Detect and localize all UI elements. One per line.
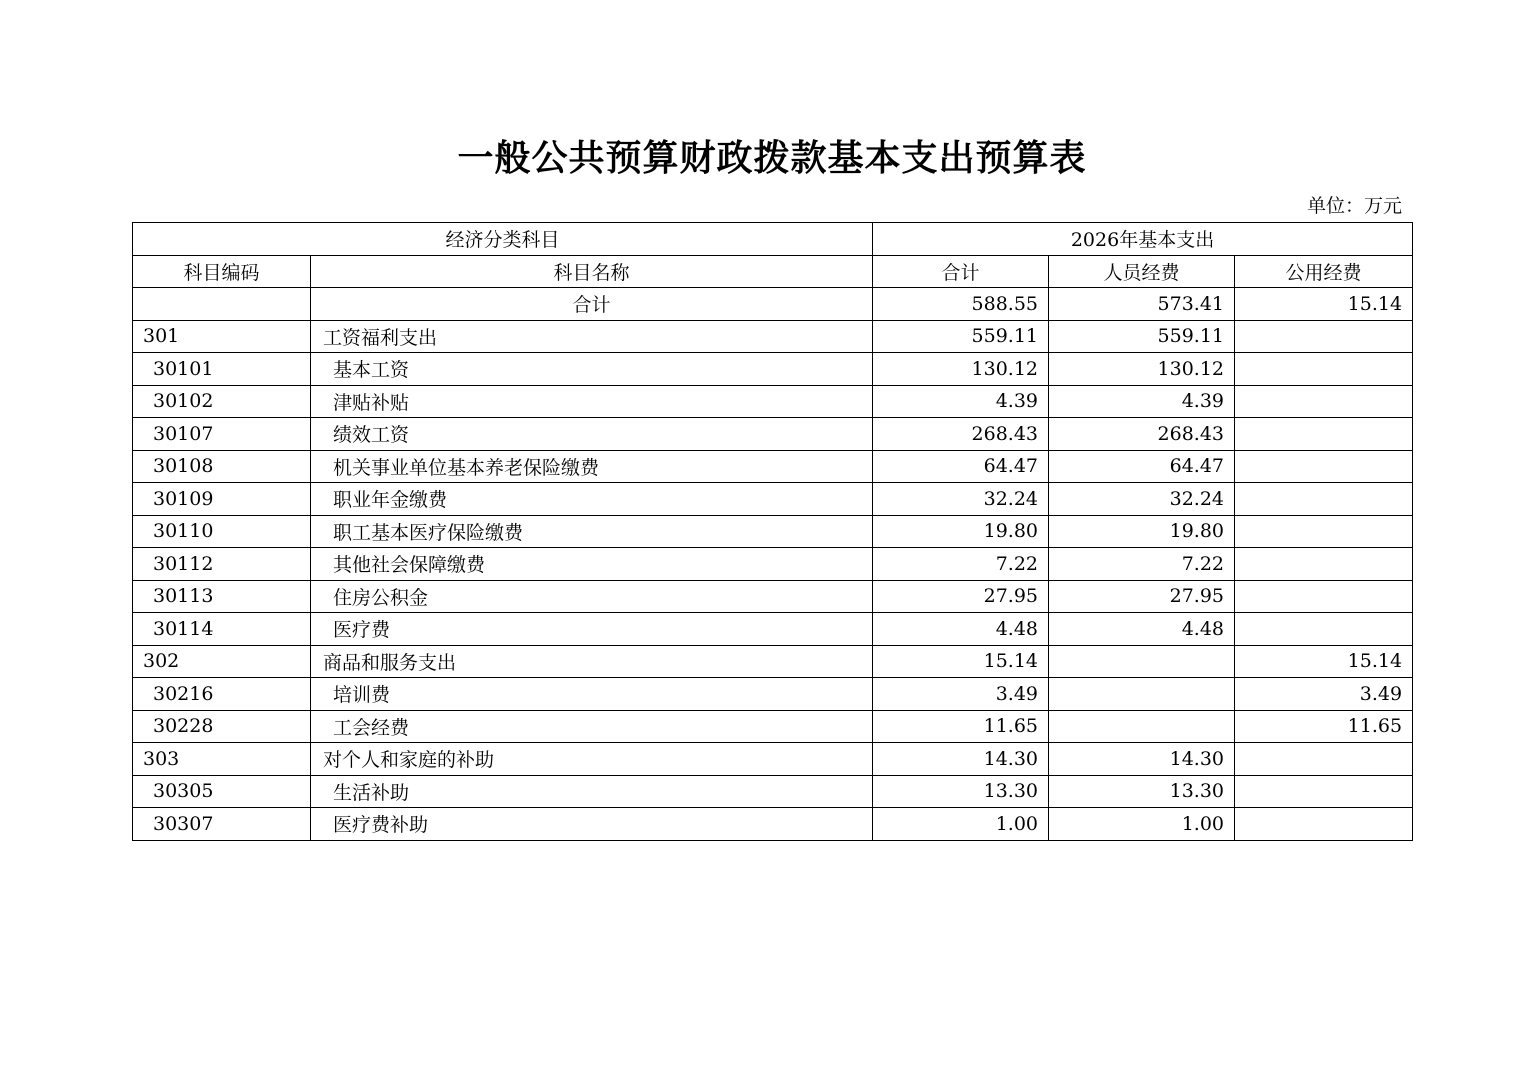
table-row (133, 645, 1413, 678)
cell-public: 3.49 (1235, 678, 1413, 711)
cell-public (1235, 385, 1413, 418)
cell-name: 机关事业单位基本养老保险缴费 (311, 450, 873, 483)
header-total: 合计 (873, 255, 1049, 288)
cell-code: 30107 (133, 418, 311, 451)
cell-total: 559.11 (873, 320, 1049, 353)
table-row (133, 483, 1413, 516)
table-row (133, 678, 1413, 711)
cell-personnel: 14.30 (1049, 743, 1235, 776)
table-row (133, 450, 1413, 483)
cell-personnel (1049, 678, 1235, 711)
cell-code (133, 288, 311, 321)
table-row (133, 288, 1413, 321)
cell-public: 11.65 (1235, 710, 1413, 743)
cell-personnel: 4.48 (1049, 613, 1235, 646)
cell-total: 13.30 (873, 775, 1049, 808)
cell-public (1235, 483, 1413, 516)
cell-total: 32.24 (873, 483, 1049, 516)
cell-name: 医疗费补助 (311, 808, 873, 841)
cell-personnel: 7.22 (1049, 548, 1235, 581)
cell-name: 工资福利支出 (311, 320, 873, 353)
cell-public (1235, 515, 1413, 548)
cell-public (1235, 775, 1413, 808)
cell-total: 3.49 (873, 678, 1049, 711)
cell-total: 19.80 (873, 515, 1049, 548)
header-column-row (133, 255, 1413, 288)
cell-code: 30228 (133, 710, 311, 743)
cell-name: 工会经费 (311, 710, 873, 743)
cell-public (1235, 613, 1413, 646)
cell-public: 15.14 (1235, 645, 1413, 678)
header-personnel: 人员经费 (1049, 255, 1235, 288)
cell-personnel: 268.43 (1049, 418, 1235, 451)
header-name: 科目名称 (311, 255, 873, 288)
cell-code: 302 (133, 645, 311, 678)
table-row (133, 418, 1413, 451)
table-row (133, 385, 1413, 418)
header-basic-expenditure: 2026年基本支出 (873, 223, 1413, 256)
cell-code: 303 (133, 743, 311, 776)
table-row (133, 808, 1413, 841)
cell-code: 30307 (133, 808, 311, 841)
table-row (133, 775, 1413, 808)
cell-name: 生活补助 (311, 775, 873, 808)
cell-personnel: 13.30 (1049, 775, 1235, 808)
cell-code: 30112 (133, 548, 311, 581)
cell-name: 合计 (311, 288, 873, 321)
cell-personnel: 559.11 (1049, 320, 1235, 353)
cell-code: 301 (133, 320, 311, 353)
cell-personnel: 4.39 (1049, 385, 1235, 418)
cell-personnel (1049, 645, 1235, 678)
cell-code: 30108 (133, 450, 311, 483)
cell-code: 30102 (133, 385, 311, 418)
table-row (133, 743, 1413, 776)
cell-total: 4.48 (873, 613, 1049, 646)
header-code: 科目编码 (133, 255, 311, 288)
cell-public: 15.14 (1235, 288, 1413, 321)
cell-code: 30110 (133, 515, 311, 548)
table-row (133, 613, 1413, 646)
cell-name: 对个人和家庭的补助 (311, 743, 873, 776)
page-title: 一般公共预算财政拨款基本支出预算表 (457, 137, 1087, 179)
cell-name: 商品和服务支出 (311, 645, 873, 678)
cell-name: 绩效工资 (311, 418, 873, 451)
cell-name: 津贴补贴 (311, 385, 873, 418)
cell-code: 30305 (133, 775, 311, 808)
cell-code: 30101 (133, 353, 311, 386)
header-group-row (133, 223, 1413, 256)
header-public: 公用经费 (1235, 255, 1413, 288)
cell-public (1235, 320, 1413, 353)
cell-personnel: 27.95 (1049, 580, 1235, 613)
cell-personnel: 64.47 (1049, 450, 1235, 483)
table-body (133, 288, 1413, 841)
cell-total: 15.14 (873, 645, 1049, 678)
cell-total: 130.12 (873, 353, 1049, 386)
cell-total: 14.30 (873, 743, 1049, 776)
cell-personnel: 1.00 (1049, 808, 1235, 841)
cell-public (1235, 418, 1413, 451)
cell-name: 培训费 (311, 678, 873, 711)
cell-personnel: 573.41 (1049, 288, 1235, 321)
cell-personnel: 32.24 (1049, 483, 1235, 516)
cell-public (1235, 580, 1413, 613)
cell-total: 64.47 (873, 450, 1049, 483)
cell-total: 268.43 (873, 418, 1049, 451)
cell-public (1235, 353, 1413, 386)
table-row (133, 515, 1413, 548)
cell-name: 职业年金缴费 (311, 483, 873, 516)
budget-table (132, 222, 1413, 841)
cell-personnel: 130.12 (1049, 353, 1235, 386)
cell-total: 11.65 (873, 710, 1049, 743)
table-row (133, 320, 1413, 353)
cell-personnel: 19.80 (1049, 515, 1235, 548)
cell-total: 4.39 (873, 385, 1049, 418)
cell-total: 7.22 (873, 548, 1049, 581)
cell-total: 1.00 (873, 808, 1049, 841)
cell-name: 住房公积金 (311, 580, 873, 613)
unit-label: 单位：万元 (1306, 195, 1402, 217)
cell-name: 医疗费 (311, 613, 873, 646)
cell-total: 588.55 (873, 288, 1049, 321)
cell-name: 基本工资 (311, 353, 873, 386)
cell-total: 27.95 (873, 580, 1049, 613)
cell-personnel (1049, 710, 1235, 743)
table-row (133, 580, 1413, 613)
table-row (133, 710, 1413, 743)
cell-code: 30109 (133, 483, 311, 516)
table-row (133, 353, 1413, 386)
cell-public (1235, 548, 1413, 581)
cell-code: 30114 (133, 613, 311, 646)
cell-public (1235, 743, 1413, 776)
cell-name: 其他社会保障缴费 (311, 548, 873, 581)
header-economic-classification: 经济分类科目 (133, 223, 873, 256)
table-row (133, 548, 1413, 581)
cell-public (1235, 450, 1413, 483)
cell-code: 30113 (133, 580, 311, 613)
cell-code: 30216 (133, 678, 311, 711)
cell-name: 职工基本医疗保险缴费 (311, 515, 873, 548)
cell-public (1235, 808, 1413, 841)
